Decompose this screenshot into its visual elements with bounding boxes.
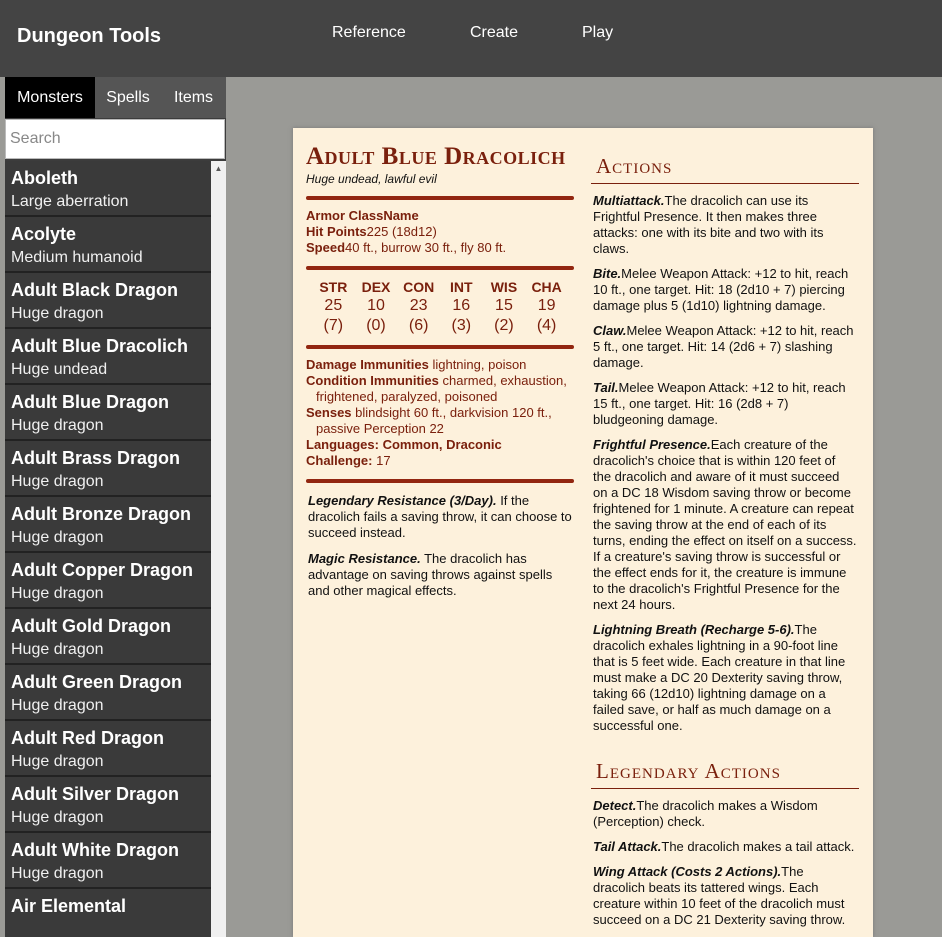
ability-wis: WIS 15 (2): [490, 279, 518, 334]
action-text: Melee Weapon Attack: +12 to hit, reach 5 ft., one target. Hit: 14 (2d6 + 7) slashing damage.: [593, 323, 854, 370]
action-name: Lightning Breath (Recharge 5-6).: [593, 622, 795, 637]
actions-heading: Actions: [591, 154, 859, 184]
list-item-name: Adult Silver Dragon: [11, 784, 180, 804]
legendary-actions-heading: Legendary Actions: [591, 759, 859, 789]
ability-int: INT 16 (3): [450, 279, 473, 334]
nav-reference[interactable]: Reference: [332, 24, 406, 41]
list-item[interactable]: [5, 553, 211, 609]
legendary-action-text: The dracolich makes a Wisdom (Perception) check.: [593, 798, 818, 829]
divider: [306, 196, 574, 200]
list-item[interactable]: [5, 777, 211, 833]
list-item[interactable]: [5, 217, 211, 273]
action-entry: [591, 622, 859, 734]
hit-points: Hit Points225 (18d12): [306, 224, 437, 239]
action-name: Bite.: [593, 266, 622, 281]
legendary-actions-list: [591, 798, 859, 928]
list-item-name: Acolyte: [11, 224, 77, 244]
top-bar: [0, 0, 942, 77]
list-item-name: Air Elemental: [11, 896, 127, 916]
list-item-name: Adult Brass Dragon: [11, 448, 181, 468]
list-item-subtitle: Huge dragon: [11, 809, 104, 826]
ability-dex: DEX 10 (0): [361, 279, 391, 334]
list-item[interactable]: [5, 609, 211, 665]
list-item[interactable]: [5, 441, 211, 497]
tab-monsters[interactable]: Monsters: [5, 77, 95, 118]
trait-legendary-resistance: Legendary Resistance (3/Day). If the dracolich fails a saving throw, it can choose to succeed instead.: [308, 493, 572, 540]
condition-immunities: Condition Immunities charmed, exhaustion, frightened, paralyzed, poisoned: [306, 373, 567, 404]
armor-class: Armor ClassName: [306, 208, 419, 223]
list-item-subtitle: Huge dragon: [11, 697, 104, 714]
ability-con: CON 23 (6): [403, 279, 435, 334]
list-item-subtitle: Huge dragon: [11, 641, 104, 658]
list-item-subtitle: Medium humanoid: [11, 249, 143, 266]
list-item-name: Adult Blue Dracolich: [11, 336, 189, 356]
action-name: Claw.: [593, 323, 627, 338]
list-item-subtitle: Huge dragon: [11, 473, 104, 490]
list-item[interactable]: [5, 889, 211, 937]
list-item-subtitle: Huge dragon: [11, 305, 104, 322]
action-text: Melee Weapon Attack: +12 to hit, reach 15 ft., one target. Hit: 16 (2d8 + 7) bludgeoning damage.: [593, 380, 846, 427]
ability-cha: CHA 19 (4): [531, 279, 562, 334]
search-input[interactable]: [5, 119, 225, 159]
list-item-subtitle: Huge dragon: [11, 753, 104, 770]
languages: Languages: Common, Draconic: [306, 437, 502, 452]
action-entry: [591, 437, 859, 613]
list-item-name: Adult Black Dragon: [11, 280, 179, 300]
list-item-subtitle: Huge undead: [11, 361, 108, 378]
nav-create[interactable]: Create: [470, 24, 519, 41]
legendary-action-entry: [591, 839, 859, 855]
action-entry: [591, 193, 859, 257]
action-entry: [591, 323, 859, 371]
ability-str: STR 25 (7): [319, 279, 348, 334]
damage-immunities: Damage Immunities lightning, poison: [306, 357, 527, 372]
legendary-action-name: Tail Attack.: [593, 839, 662, 854]
monster-type: Huge undead, lawful evil: [306, 172, 437, 186]
legendary-action-text: The dracolich beats its tattered wings. Each creature within 10 feet of the dracolich must succeed on a DC 21 Dexterity saving throw.: [593, 864, 846, 927]
action-text: Melee Weapon Attack: +12 to hit, reach 10 ft., one target. Hit: 18 (2d10 + 7) piercing damage plus 5 (1d10) lightning damage.: [593, 266, 849, 313]
legendary-action-text: The dracolich makes a tail attack.: [661, 839, 855, 854]
actions-list: [591, 193, 859, 734]
divider: [306, 479, 574, 483]
challenge: Challenge: 17: [306, 453, 391, 468]
list-item-name: Adult Copper Dragon: [11, 560, 193, 580]
divider: [306, 266, 574, 270]
list-item-subtitle: Huge dragon: [11, 865, 104, 882]
nav-play[interactable]: Play: [582, 24, 614, 41]
action-entry: [591, 266, 859, 314]
list-item-name: Adult Blue Dragon: [11, 392, 169, 412]
list-item[interactable]: [5, 721, 211, 777]
app-title[interactable]: Dungeon Tools: [17, 25, 162, 47]
list-item-subtitle: Huge dragon: [11, 417, 104, 434]
list-item-name: Adult White Dragon: [11, 840, 179, 860]
action-text: Each creature of the dracolich's choice that is within 120 feet of the dracolich and aware of it must succeed on a DC 18 Wisdom saving throw or become frightened for 1 minute. A creature can repeat the saving throw at the end of each of its turns, ending the effect on itself on a success. If a creature's saving throw is successful or the effect ends for it, the creature is immune to the dracolich's Frightful Presence for the next 24 hours.: [593, 437, 857, 612]
list-item-subtitle: Large aberration: [11, 193, 129, 210]
sidebar-tabs: [5, 77, 226, 118]
action-text: The dracolich can use its Frightful Presence. It then makes three attacks: one with its bite and two with its claws.: [593, 193, 824, 256]
legendary-action-entry: [591, 864, 859, 928]
list-item[interactable]: [5, 385, 211, 441]
list-item-subtitle: Huge dragon: [11, 585, 104, 602]
stat-block: [293, 128, 873, 937]
divider: [306, 345, 574, 349]
senses: Senses blindsight 60 ft., darkvision 120 ft., passive Perception 22: [306, 405, 552, 436]
action-name: Frightful Presence.: [593, 437, 711, 452]
stat-block-right-column: [591, 128, 859, 928]
speed: Speed40 ft., burrow 30 ft., fly 80 ft.: [306, 240, 507, 255]
tab-spells[interactable]: Spells: [106, 89, 150, 106]
list-item-name: Adult Red Dragon: [11, 728, 164, 748]
list-item-name: Adult Gold Dragon: [11, 616, 171, 636]
list-item-subtitle: Huge dragon: [11, 529, 104, 546]
legendary-action-entry: [591, 798, 859, 830]
list-item-name: Aboleth: [11, 168, 78, 188]
action-name: Multiattack.: [593, 193, 665, 208]
action-name: Tail.: [593, 380, 619, 395]
list-item[interactable]: [5, 665, 211, 721]
trait-magic-resistance: Magic Resistance. The dracolich has advantage on saving throws against spells and other magical effects.: [308, 551, 553, 598]
list-item[interactable]: [5, 329, 211, 385]
legendary-action-name: Detect.: [593, 798, 637, 813]
tab-items[interactable]: Items: [173, 89, 214, 106]
legendary-action-name: Wing Attack (Costs 2 Actions).: [593, 864, 782, 879]
scroll-up-arrow-icon[interactable]: ▲: [214, 164, 223, 173]
stat-block-left-column: [306, 128, 574, 599]
list-item[interactable]: [5, 833, 211, 889]
list-item[interactable]: [5, 161, 211, 217]
monster-list: [5, 161, 211, 937]
monster-name: Adult Blue Dracolich: [306, 143, 566, 170]
list-item[interactable]: [5, 273, 211, 329]
list-item-name: Adult Bronze Dragon: [11, 504, 191, 524]
list-item[interactable]: [5, 497, 211, 553]
list-item-name: Adult Green Dragon: [11, 672, 183, 692]
action-entry: [591, 380, 859, 428]
action-text: The dracolich exhales lightning in a 90-foot line that is 5 feet wide. Each creature in that line must make a DC 20 Dexterity saving throw, taking 66 (12d10) lightning damage on a failed save, or half as much damage on a successful one.: [593, 622, 846, 733]
ability-scores: [306, 278, 574, 335]
list-scrollbar[interactable]: [211, 161, 226, 937]
